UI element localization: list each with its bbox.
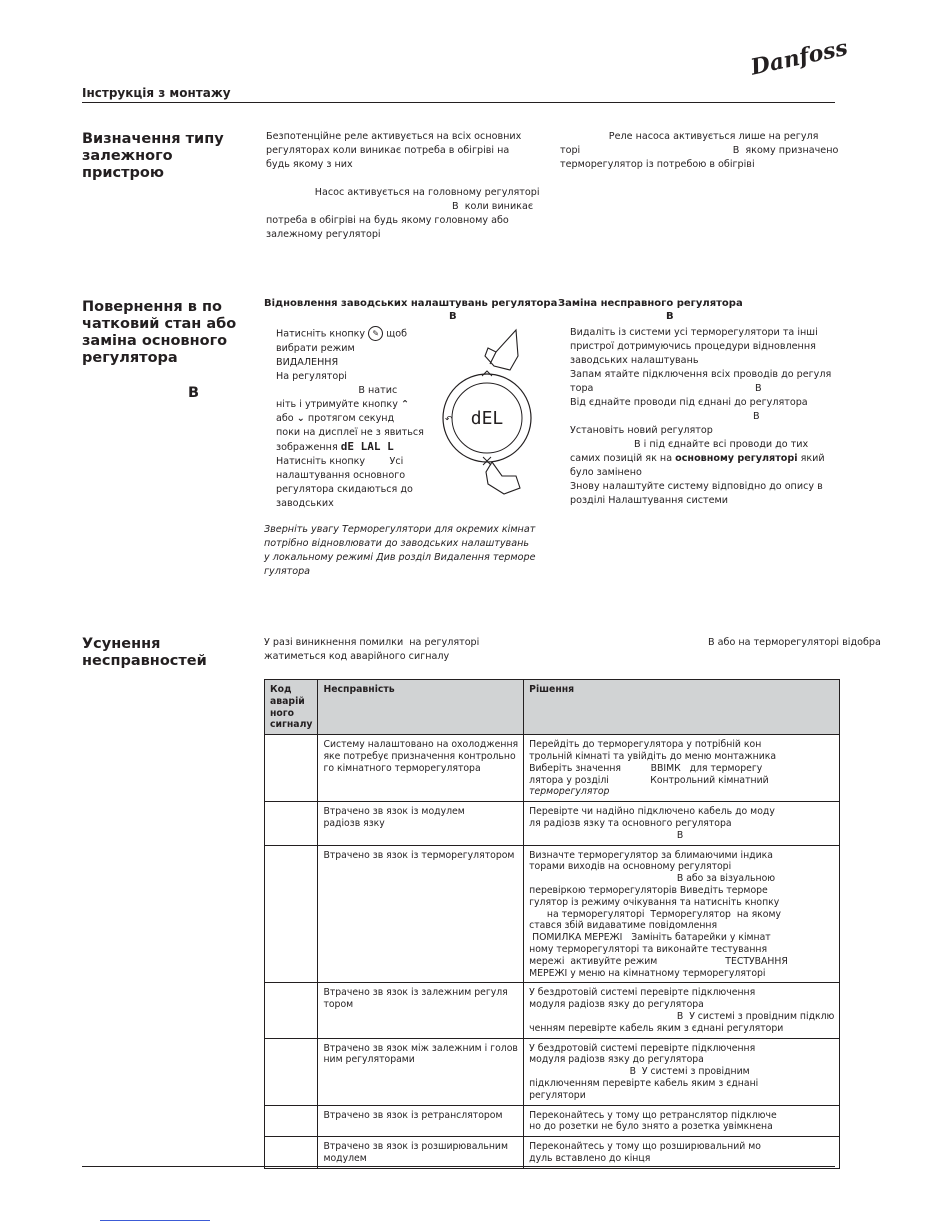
factory-reset-heading: Відновлення заводських налаштувань регулятора В bbox=[264, 298, 558, 322]
table-row bbox=[265, 802, 840, 845]
header-rule bbox=[82, 102, 835, 103]
solution-cell: У бездротовій системі перевірте підключення модуля радіозв язку до регулятора В У системі з провідним підключенням перевірте кабель яким з єднані регулятори bbox=[524, 1038, 840, 1105]
danfoss-logo bbox=[748, 34, 850, 81]
section-title-slave-type: Визначення типу залежного пристрою bbox=[82, 131, 224, 181]
problem-cell: Втрачено зв язок із модулем радіозв язку bbox=[318, 802, 524, 845]
header-problem: Несправність bbox=[318, 680, 524, 735]
problem-cell: Втрачено зв язок із залежним регуля тором bbox=[318, 983, 524, 1038]
back-arrow-icon: ↶ bbox=[445, 415, 453, 425]
problem-cell: Втрачено зв язок із розширювальним модулем bbox=[318, 1137, 524, 1169]
alarm-code-cell bbox=[265, 802, 318, 845]
alarm-code-cell bbox=[265, 983, 318, 1038]
alarm-code-cell bbox=[265, 845, 318, 983]
hand-pointer-bottom-icon bbox=[486, 462, 520, 494]
table-row bbox=[265, 983, 840, 1038]
solution-cell: Переконайтесь у тому що ретранслятор підключе но до розетки не було знято а розетка увімкнена bbox=[524, 1105, 840, 1137]
svg-text:Danfoss: Danfoss bbox=[748, 34, 850, 81]
factory-reset-steps: Натисніть кнопку ✎ щоб вибрати режим ВИДАЛЕННЯ На регуляторі В натис ніть і утримуйте кнопку ⌃ або ⌄ протягом секунд поки на дисплеї не з явиться зображення dE LAL L Натисніть кнопку Усі налаштування основного регулятора скидаються до заводських bbox=[276, 326, 424, 511]
header-solution: Рішення bbox=[524, 680, 840, 735]
table-row bbox=[265, 1038, 840, 1105]
section-title-reset: Повернення в по чатковий стан або заміна основного регулятора В bbox=[82, 299, 237, 401]
header-alarm-code: Код аварій ного сигналу bbox=[265, 680, 318, 735]
problem-cell: Втрачено зв язок із ретранслятором bbox=[318, 1105, 524, 1137]
reset-note: Зверніть увагу Терморегулятори для окремих кімнат потрібно відновлювати до заводських налаштувань у локальному режимі Див розділ Видалення терморе гулятора bbox=[264, 524, 536, 577]
section-title-faults: Усунення несправностей bbox=[82, 636, 207, 669]
hand-pointer-top-icon bbox=[485, 330, 518, 370]
chevron-up-icon: ⌃ bbox=[400, 398, 410, 410]
alarm-code-cell bbox=[265, 1038, 318, 1105]
solution-cell: У бездротовій системі перевірте підключення модуля радіозв язку до регулятора В У системі з провідним підклю ченням перевірте кабель яким з єднані регулятори bbox=[524, 983, 840, 1038]
footer-link-underline[interactable] bbox=[100, 1220, 210, 1221]
alarm-code-cell bbox=[265, 1137, 318, 1169]
solution-cell: Перевірте чи надійно підключено кабель до моду ля радіозв язку та основного регулятора В bbox=[524, 802, 840, 845]
footer-rule bbox=[82, 1166, 835, 1167]
chevron-down-icon: ⌄ bbox=[296, 412, 305, 424]
table-row bbox=[265, 845, 840, 983]
faults-intro: У разі виникнення помилки на регуляторі В або на терморегуляторі відобра жатиметься код аварійного сигналу bbox=[264, 637, 881, 662]
problem-cell: Втрачено зв язок між залежним і голов ним регуляторами bbox=[318, 1038, 524, 1105]
alarm-code-cell bbox=[265, 1105, 318, 1137]
alarm-code-cell bbox=[265, 735, 318, 802]
alarm-codes-table bbox=[264, 679, 840, 1169]
solution-cell: Переконайтесь у тому що розширювальний мо дуль вставлено до кінця bbox=[524, 1137, 840, 1169]
table-row bbox=[265, 1137, 840, 1169]
table-header-row bbox=[265, 680, 840, 735]
replace-controller-heading: Заміна несправного регулятора В bbox=[558, 298, 743, 322]
display-segment-text: dE LAL L bbox=[340, 439, 394, 453]
solution-cell: Перейдіть до терморегулятора у потрібній кон трольній кімнаті та увійдіть до меню монтажника Виберіть значення ВВІМК для терморегу лятора у розділі Контрольний кімнатний терморегулятор bbox=[524, 735, 840, 802]
problem-cell: Систему налаштовано на охолодження яке потребує призначення контрольно го кімнатного терморегулятора bbox=[318, 735, 524, 802]
solution-cell: Визначте терморегулятор за блимаючими індика торами виходів на основному регуляторі В або за візуальною перевіркою терморегуляторів Виведіть терморе гулятор із режиму очікування та натисніть кнопку на терморегуляторі Терморегулятор на якому стався збій видаватиме повідомлення ПОМИЛКА МЕРЕЖІ Замініть батарейки у кімнат ному терморегуляторі та виконайте тестування мережі активуйте режим ТЕСТУВАННЯ МЕРЕЖІ у меню на кімнатному терморегуляторі bbox=[524, 845, 840, 983]
slave-type-left-text: Безпотенційне реле активується на всіх основних регуляторах коли виникає потреба в обігріві на будь якому з них Насос активується на головному регуляторі В коли виникає потреба в обігріві на будь якому головному або залежному регуляторі bbox=[266, 131, 540, 240]
down-cross-icon bbox=[483, 457, 491, 465]
slave-type-right-text: Реле насоса активується лише на регуля торі В якому призначено терморегулятор із потребою в обігріві bbox=[560, 131, 839, 170]
table-row bbox=[265, 1105, 840, 1137]
controller-illustration bbox=[438, 326, 534, 496]
controller-display-text: dEL bbox=[470, 408, 504, 429]
page-header-title: Інструкція з монтажу bbox=[82, 86, 231, 100]
problem-cell: Втрачено зв язок із терморегулятором bbox=[318, 845, 524, 983]
replace-controller-text: Видаліть із системи усі терморегулятори та інші пристрої дотримуючись процедури відновлення заводських налаштувань Запам ятайте підключення всіх проводів до регуля тора В Від єднайте проводи під єднані до регулятора В Установіть новий регулятор В і під єднайте всі проводи до тих самих позицій як на основному регуляторі який було замінено Знову налаштуйте систему відповідно до опису в розділі Налаштування системи bbox=[570, 327, 832, 506]
table-row bbox=[265, 735, 840, 802]
delete-icon: ✎ bbox=[368, 326, 383, 341]
